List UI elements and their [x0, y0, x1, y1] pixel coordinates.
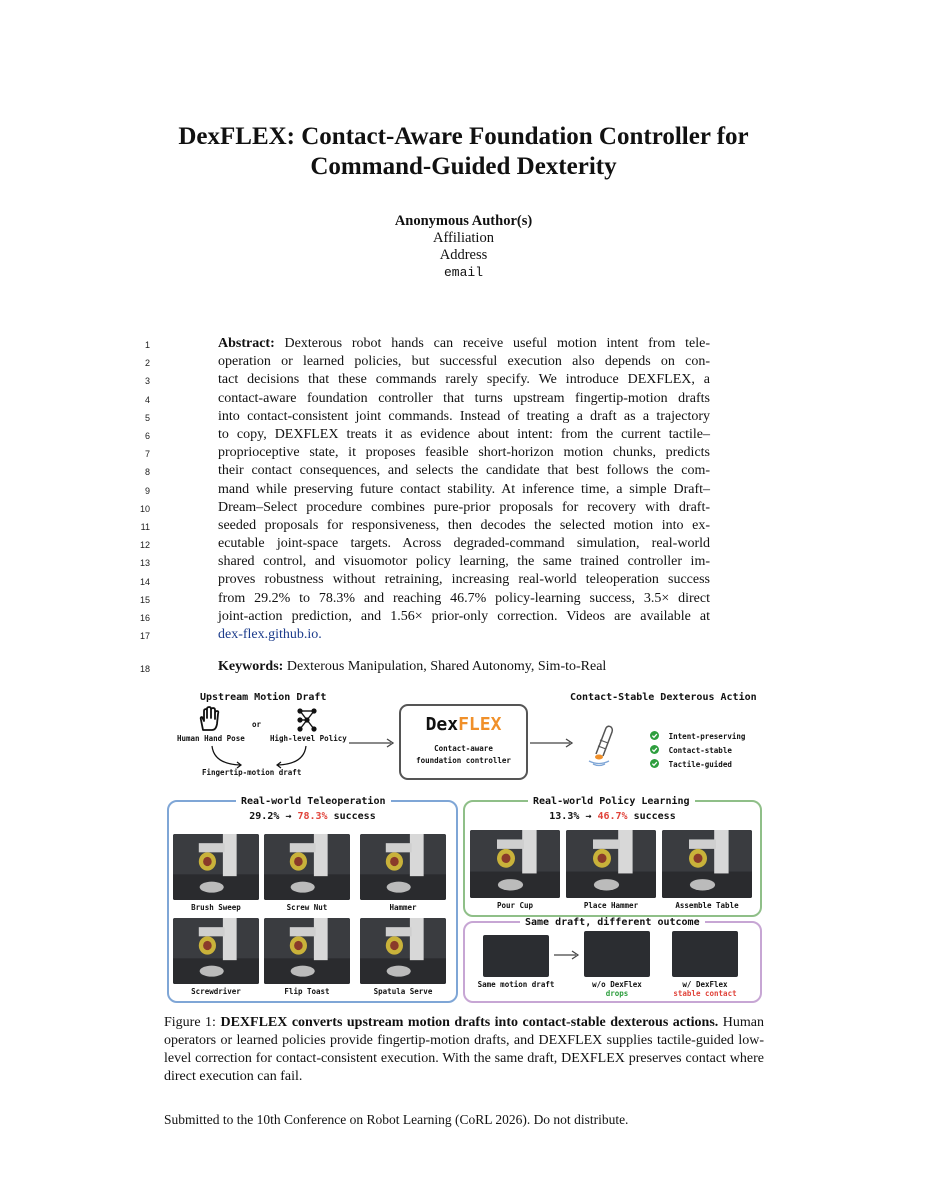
task-photo [662, 830, 752, 898]
same-draft-title: Same draft, different outcome [520, 917, 705, 928]
line-number: 1 [144, 340, 150, 350]
email: email [443, 265, 483, 280]
action-title: Contact-Stable Dexterous Action [570, 692, 757, 703]
or-label: or [252, 720, 262, 729]
task-label: Screwdriver [191, 987, 241, 996]
converge-arrows [204, 744, 314, 770]
caption-text: Human operators or learned policies provide fingertip-motion drafts, and DEXFLEX supplies tactile-guided low-level correction for contact-consistent execution. With the same draft, DEXFLEX preserves contact where direct execution can fail. [164, 1015, 764, 1084]
abstract-text: to copy, DEXFLEX treats it as evidence about intent: from the current tactile– [218, 426, 710, 442]
task-label: Pour Cup [496, 901, 534, 910]
paper-title [0, 122, 927, 182]
with-label: w/ DexFlex [682, 980, 728, 989]
affiliation: Affiliation [433, 230, 494, 246]
dexflex-box [399, 704, 528, 780]
abstract-line [218, 353, 710, 371]
task-label: Flip Toast [284, 987, 330, 996]
check-label: Intent-preserving [668, 732, 746, 741]
logo-flex: FLEX [458, 714, 502, 735]
arrow-right-icon [347, 738, 397, 748]
abstract-line [218, 408, 710, 426]
keywords [218, 659, 606, 675]
line-number: 17 [139, 631, 150, 642]
check-label: Tactile-guided [668, 760, 732, 769]
keywords-text: Dexterous Manipulation, Shared Autonomy, Sim-to-Real [283, 659, 607, 674]
line-number: 14 [139, 576, 150, 587]
line-number: 16 [139, 613, 150, 623]
task-label: Screw Nut [286, 903, 328, 912]
line-number: 7 [144, 449, 150, 460]
task-photo [360, 834, 446, 900]
abstract-text: proprioceptive state, it proposes feasible short-horizon motion chunks, predicts [218, 445, 710, 461]
task-photo [470, 830, 560, 898]
same-draft-label: Same motion draft [477, 980, 555, 989]
abstract-text: seeded proposals for responsiveness, then decodes the selected motion into ex- [218, 517, 710, 533]
caption-bold: DEXFLEX converts upstream motion drafts into contact-stable dexterous actions. [220, 1015, 719, 1030]
abstract-text: shared control, and visuomotor policy learning, the same trained controller im- [218, 554, 710, 570]
line-number: 6 [144, 431, 150, 441]
line-number: 13 [139, 558, 150, 569]
task-label: Spatula Serve [373, 987, 433, 996]
abstract-line [218, 426, 710, 444]
task-photo [173, 834, 259, 900]
box-subtitle-2: foundation controller [416, 756, 511, 765]
abstract-text: contact-aware foundation controller that turns upstream fingertip-motion drafts [218, 390, 710, 406]
task-photo [173, 918, 259, 984]
policy-label: High-level Policy [270, 734, 347, 743]
line-number: 2 [144, 358, 150, 369]
abstract-line [218, 371, 710, 389]
line-number: 3 [144, 376, 150, 387]
box-subtitle-1: Contact-aware [434, 744, 493, 753]
task-label: Hammer [389, 903, 417, 912]
dexflex-logo [401, 714, 526, 735]
line-number: 12 [139, 540, 150, 551]
abstract-text: mand while preserving future contact stability. At inference time, a simple Draft– [218, 481, 710, 497]
without-label: w/o DexFlex [592, 980, 642, 989]
abstract-line [218, 390, 710, 408]
task-photo [566, 830, 656, 898]
footer-note: Submitted to the 10th Conference on Robot Learning (CoRL 2026). Do not distribute. [164, 1112, 629, 1127]
policy-title: Real-world Policy Learning [528, 796, 695, 807]
teleop-success: 29.2% → 78.3% success [249, 811, 376, 822]
figure-caption [164, 1014, 764, 1086]
abstract-line [218, 444, 710, 462]
abstract-line[interactable] [218, 626, 710, 644]
task-label: Brush Sweep [191, 903, 241, 912]
arrow-right-icon [526, 738, 576, 748]
photo-with-dexflex [672, 931, 738, 977]
abstract-text: proves robustness without retraining, increasing real-world teleoperation success [218, 572, 710, 588]
abstract-text: operation or learned policies, but successful execution also depends on con- [218, 354, 710, 370]
arrow-right-icon [552, 950, 582, 960]
upstream-title: Upstream Motion Draft [200, 692, 327, 703]
task-photo [360, 918, 446, 984]
hand-icon [196, 706, 222, 732]
with-status: stable contact [673, 989, 737, 998]
line-number: 11 [140, 522, 150, 532]
abstract [218, 335, 710, 644]
task-label: Assemble Table [675, 901, 739, 910]
abstract-text: Dexterous robot hands can receive useful motion intent from tele- [274, 336, 710, 351]
abstract-text: into contact-consistent joint commands. Instead of treating a draft as a trajectory [218, 408, 710, 424]
abstract-line [218, 553, 710, 571]
policy-success: 13.3% → 46.7% success [549, 811, 676, 822]
project-link[interactable]: dex-flex.github.io. [218, 627, 322, 642]
line-number: 10 [139, 503, 150, 514]
line-number: 15 [139, 594, 150, 605]
title-line-1: DexFLEX: Contact-Aware Foundation Controller for [178, 123, 749, 150]
line-number: 18 [139, 664, 150, 674]
abstract-text: tact decisions that these commands rarely specify. We introduce DEXFLEX, a [218, 372, 710, 388]
abstract-line [218, 481, 710, 499]
address: Address [439, 247, 488, 263]
abstract-text: from 29.2% to 78.3% and reaching 46.7% policy-learning success, 3.5× direct [218, 590, 710, 606]
task-label: Place Hammer [583, 901, 639, 910]
network-icon [296, 708, 318, 732]
check-label: Contact-stable [668, 746, 732, 755]
line-number: 9 [144, 485, 150, 496]
line-number: 5 [144, 412, 150, 423]
teleop-title: Real-world Teleoperation [236, 796, 391, 807]
draft-label: Fingertip-motion draft [202, 768, 302, 777]
author-name: Anonymous Author(s) [394, 213, 533, 229]
line-number: 8 [144, 467, 150, 478]
check-icon [650, 759, 659, 768]
logo-dex: Dex [425, 714, 459, 735]
abstract-line [218, 535, 710, 553]
abstract-line [218, 571, 710, 589]
abstract-line [218, 499, 710, 517]
abstract-text: ecutable joint-space targets. Across degraded-command simulation, real-world [218, 536, 710, 552]
keywords-label: Keywords: [218, 659, 284, 674]
abstract-label: Abstract: [218, 336, 275, 351]
task-photo [264, 834, 350, 900]
check-item [650, 752, 732, 771]
figure-1 [164, 688, 764, 1006]
title-line-2: Command-Guided Dexterity [310, 153, 617, 180]
abstract-text: joint-action prediction, and 1.56× prior-only correction. Videos are available at [218, 608, 710, 624]
abstract-text: Dream–Select procedure combines pure-prior proposals for recovery with draft- [218, 499, 710, 515]
author-block [0, 213, 927, 281]
task-photo [264, 918, 350, 984]
fingertip-contact-icon [584, 724, 618, 768]
line-number: 4 [144, 394, 150, 405]
caption-label: Figure 1: [164, 1015, 216, 1030]
without-status: drops [605, 989, 629, 998]
abstract-line [218, 335, 710, 353]
abstract-line [218, 517, 710, 535]
abstract-text: their contact consequences, and selects the candidate that best follows the com- [218, 463, 710, 479]
photo-same-draft [483, 935, 549, 977]
photo-without-dexflex [584, 931, 650, 977]
human-hand-label: Human Hand Pose [177, 734, 245, 743]
abstract-line [218, 462, 710, 480]
abstract-line [218, 608, 710, 626]
abstract-line [218, 590, 710, 608]
